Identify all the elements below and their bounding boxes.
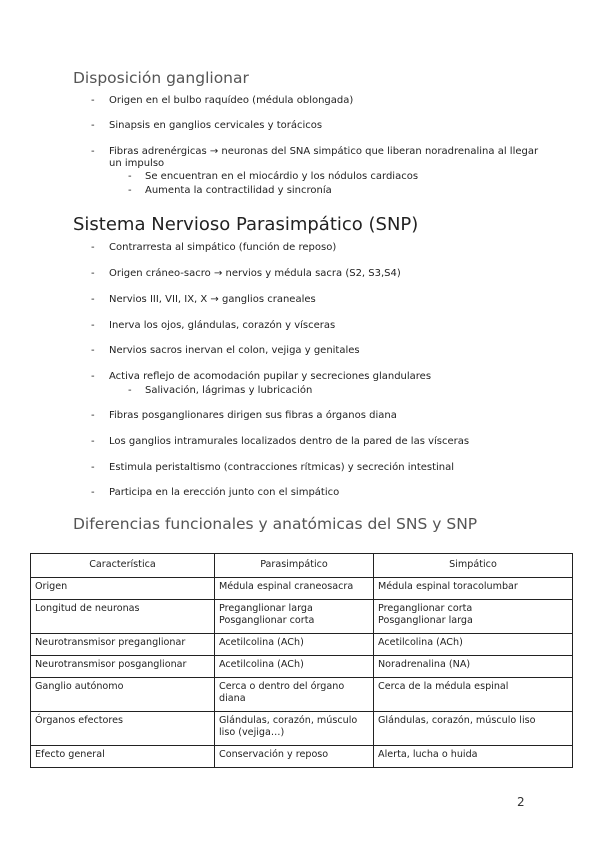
table-cell: Acetilcolina (ACh) (215, 656, 374, 678)
section-heading-snp: Sistema Nervioso Parasimpático (SNP) (73, 214, 419, 235)
table-cell: Acetilcolina (ACh) (374, 634, 573, 656)
column-header-caracteristica: Característica (31, 554, 215, 578)
table-cell: Conservación y reposo (215, 746, 374, 768)
table-cell: Acetilcolina (ACh) (215, 634, 374, 656)
list-item: - Fibras posganglionares dirigen sus fibras a órganos diana (109, 410, 539, 422)
table-cell: Órganos efectores (31, 712, 215, 746)
table-row (31, 634, 573, 656)
list-item: - Contrarresta al simpático (función de reposo) (109, 242, 539, 254)
table-cell: Cerca o dentro del órgano diana (215, 678, 374, 712)
table-cell: Efecto general (31, 746, 215, 768)
list-item: - Estimula peristaltismo (contracciones rítmicas) y secreción intestinal (109, 462, 539, 474)
table-row (31, 600, 573, 634)
list-item: - Activa reflejo de acomodación pupilar y secreciones glandulares (109, 371, 539, 383)
table-cell: Cerca de la médula espinal (374, 678, 573, 712)
table-row (31, 746, 573, 768)
table-cell: Glándulas, corazón, músculo liso (vejiga…) (215, 712, 374, 746)
sub-list-item: - Salivación, lágrimas y lubricación (145, 385, 545, 397)
section-heading-diferencias: Diferencias funcionales y anatómicas del SNS y SNP (73, 515, 478, 533)
list-item: - Nervios III, VII, IX, X → ganglios craneales (109, 294, 539, 306)
table-cell: Origen (31, 578, 215, 600)
table-cell: Neurotransmisor posganglionar (31, 656, 215, 678)
list-item: - Inerva los ojos, glándulas, corazón y vísceras (109, 320, 539, 332)
table-header-row (31, 554, 573, 578)
table-cell: Glándulas, corazón, músculo liso (374, 712, 573, 746)
list-item: - Origen en el bulbo raquídeo (médula oblongada) (109, 95, 539, 107)
table-row (31, 712, 573, 746)
list-item: - Nervios sacros inervan el colon, vejiga y genitales (109, 345, 539, 357)
list-item: - Origen cráneo-sacro → nervios y médula sacra (S2, S3,S4) (109, 268, 539, 280)
sub-list-item: - Se encuentran en el miocárdio y los nódulos cardiacos (145, 171, 545, 183)
sub-list-item: - Aumenta la contractilidad y sincronía (145, 185, 545, 197)
section-heading-disposicion-ganglionar: Disposición ganglionar (73, 69, 249, 87)
column-header-simpatico: Simpático (374, 554, 573, 578)
table-cell: Neurotransmisor preganglionar (31, 634, 215, 656)
table-cell: Alerta, lucha o huida (374, 746, 573, 768)
table-body (31, 578, 573, 768)
table-cell: Médula espinal craneosacra (215, 578, 374, 600)
page-number: 2 (517, 795, 525, 809)
list-item: - Los ganglios intramurales localizados dentro de la pared de las vísceras (109, 436, 539, 448)
list-item: - Participa en la erección junto con el simpático (109, 487, 539, 499)
table-row (31, 578, 573, 600)
table-cell: Longitud de neuronas (31, 600, 215, 634)
list-item: - Sinapsis en ganglios cervicales y torácicos (109, 120, 539, 132)
comparison-table (30, 553, 573, 768)
table-cell: Preganglionar corta Posganglionar larga (374, 600, 573, 634)
table-row (31, 678, 573, 712)
table-cell: Ganglio autónomo (31, 678, 215, 712)
column-header-parasimpatico: Parasimpático (215, 554, 374, 578)
table-cell: Noradrenalina (NA) (374, 656, 573, 678)
table-cell: Preganglionar larga Posganglionar corta (215, 600, 374, 634)
table-cell: Médula espinal toracolumbar (374, 578, 573, 600)
list-item: - Fibras adrenérgicas → neuronas del SNA simpático que liberan noradrenalina al llegar un impulso (109, 146, 539, 170)
table-row (31, 656, 573, 678)
